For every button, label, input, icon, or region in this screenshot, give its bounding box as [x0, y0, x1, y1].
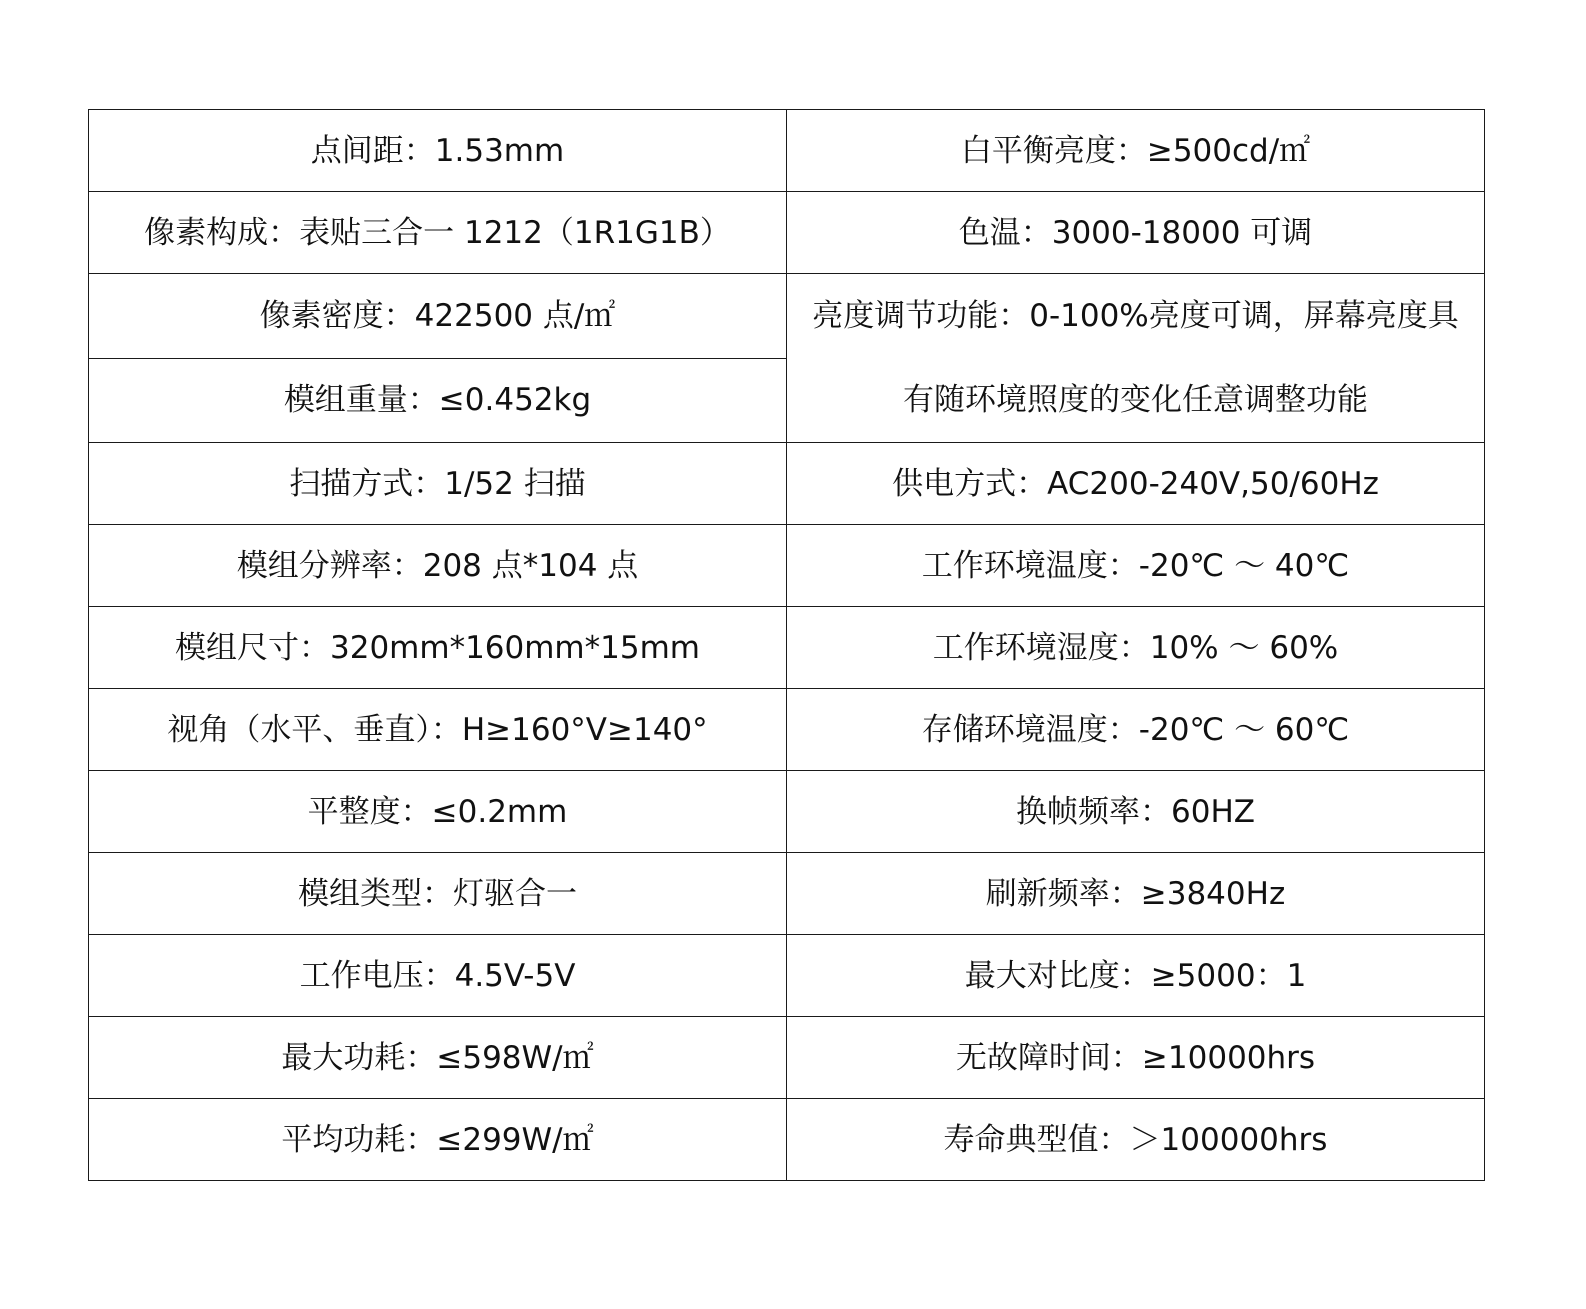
- spec-cell-pixel-pitch: 点间距：1.53mm: [89, 110, 787, 192]
- spec-cell-mtbf: 无故障时间：≥10000hrs: [787, 1017, 1485, 1099]
- spec-cell-operating-temperature: 工作环境温度：-20℃ ～ 40℃: [787, 525, 1485, 607]
- table-row: [89, 771, 1485, 853]
- spec-cell-color-temperature: 色温：3000-18000 可调: [787, 192, 1485, 274]
- spec-cell-average-power: 平均功耗：≤299W/㎡: [89, 1099, 787, 1181]
- table-row: [89, 274, 1485, 359]
- spec-cell-pixel-density: 像素密度：422500 点/㎡: [89, 274, 787, 359]
- spec-cell-refresh-rate: 刷新频率：≥3840Hz: [787, 853, 1485, 935]
- spec-cell-module-size: 模组尺寸：320mm*160mm*15mm: [89, 607, 787, 689]
- table-row: [89, 935, 1485, 1017]
- spec-table: [88, 109, 1485, 1181]
- spec-cell-max-power: 最大功耗：≤598W/㎡: [89, 1017, 787, 1099]
- table-row: [89, 525, 1485, 607]
- spec-cell-power-supply: 供电方式：AC200-240V,50/60Hz: [787, 443, 1485, 525]
- table-row: [89, 443, 1485, 525]
- spec-cell-operating-humidity: 工作环境湿度：10% ～ 60%: [787, 607, 1485, 689]
- spec-cell-lifespan: 寿命典型值：＞100000hrs: [787, 1099, 1485, 1181]
- table-row: [89, 689, 1485, 771]
- spec-cell-module-weight: 模组重量：≤0.452kg: [89, 358, 787, 443]
- spec-cell-flatness: 平整度：≤0.2mm: [89, 771, 787, 853]
- spec-cell-frame-rate: 换帧频率：60HZ: [787, 771, 1485, 853]
- table-row: [89, 607, 1485, 689]
- spec-cell-viewing-angle: 视角（水平、垂直）：H≥160°V≥140°: [89, 689, 787, 771]
- table-row: [89, 192, 1485, 274]
- table-row: [89, 110, 1485, 192]
- spec-cell-white-balance-brightness: 白平衡亮度：≥500cd/㎡: [787, 110, 1485, 192]
- spec-cell-operating-voltage: 工作电压：4.5V-5V: [89, 935, 787, 1017]
- table-row: [89, 1017, 1485, 1099]
- spec-cell-brightness-adjustment: 亮度调节功能：0-100%亮度可调，屏幕亮度具有随环境照度的变化任意调整功能: [787, 274, 1485, 443]
- spec-cell-max-contrast: 最大对比度：≥5000：1: [787, 935, 1485, 1017]
- table-row: [89, 853, 1485, 935]
- spec-cell-storage-temperature: 存储环境温度：-20℃ ～ 60℃: [787, 689, 1485, 771]
- table-row: [89, 1099, 1485, 1181]
- spec-cell-scan-mode: 扫描方式：1/52 扫描: [89, 443, 787, 525]
- spec-cell-pixel-composition: 像素构成：表贴三合一 1212（1R1G1B）: [89, 192, 787, 274]
- spec-cell-module-resolution: 模组分辨率：208 点*104 点: [89, 525, 787, 607]
- spec-cell-module-type: 模组类型：灯驱合一: [89, 853, 787, 935]
